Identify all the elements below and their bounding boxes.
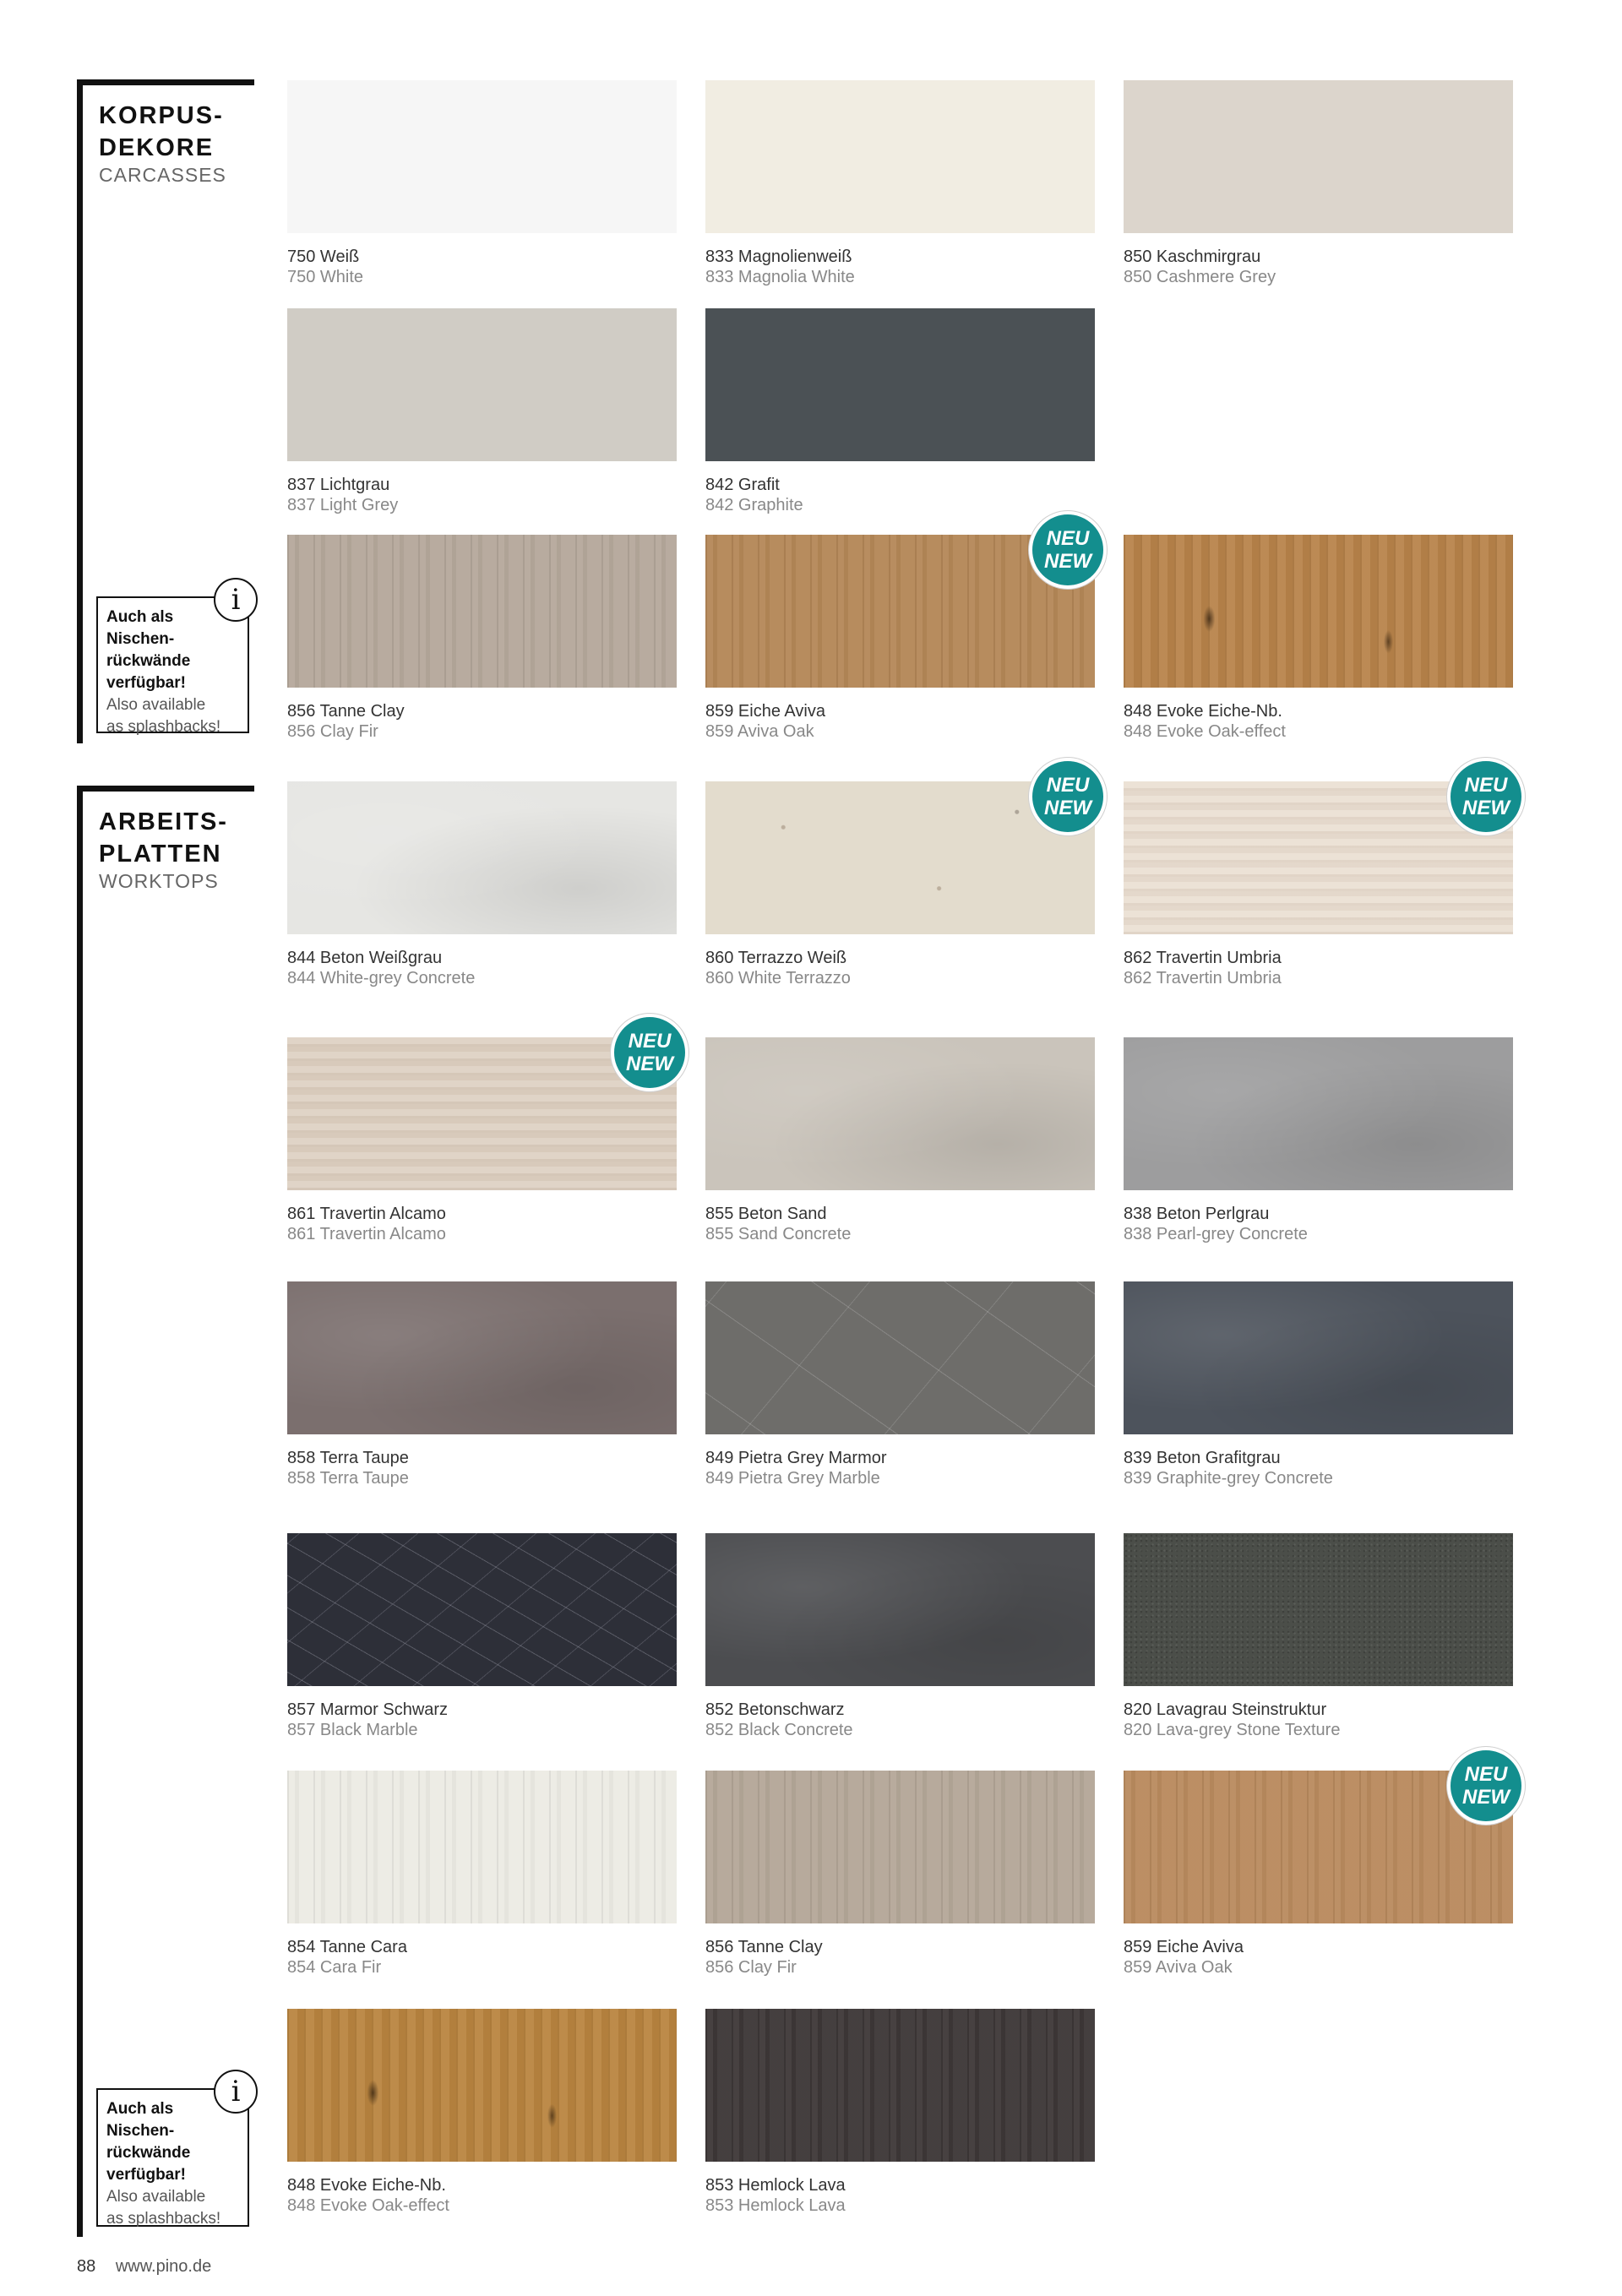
decor-name-de: 820 Lavagrau Steinstruktur <box>1124 1700 1327 1719</box>
page-footer <box>77 2257 211 2277</box>
info-text-en: Also available as splashbacks! <box>106 2188 221 2228</box>
new-badge-en: NEW <box>1044 797 1091 819</box>
decor-name-en: 856 Clay Fir <box>287 722 378 741</box>
decor-name-de: 861 Travertin Alcamo <box>287 1205 446 1223</box>
section-subtitle: WORKTOPS <box>99 870 219 892</box>
decor-sample <box>1124 1281 1513 1434</box>
decor-name-de: 838 Beton Perlgrau <box>1124 1205 1270 1223</box>
decor-swatch <box>287 1771 677 1978</box>
decor-sample <box>705 527 1095 688</box>
decor-sample <box>705 80 1095 233</box>
new-badge-de: NEU <box>628 1030 672 1053</box>
decor-name-de: 856 Tanne Clay <box>705 1938 823 1956</box>
decor-sample <box>705 1037 1095 1190</box>
decor-name-de: 862 Travertin Umbria <box>1124 949 1282 967</box>
decor-name-de: 848 Evoke Eiche-Nb. <box>287 2176 446 2195</box>
decor-sample <box>705 2009 1095 2162</box>
decor-swatch <box>287 2009 677 2216</box>
section-rule <box>77 786 254 792</box>
decor-sample <box>1124 774 1513 934</box>
decor-name-en: 858 Terra Taupe <box>287 1469 409 1488</box>
decor-name-de: 859 Eiche Aviva <box>1124 1938 1244 1956</box>
decor-name-de: 849 Pietra Grey Marmor <box>705 1449 887 1467</box>
decor-name-en: 857 Black Marble <box>287 1721 418 1739</box>
decor-name-en: 852 Black Concrete <box>705 1721 853 1739</box>
decor-sample <box>1124 1763 1513 1923</box>
decor-name-en: 839 Graphite-grey Concrete <box>1124 1469 1333 1488</box>
decor-swatch <box>1124 1533 1513 1740</box>
decor-sample <box>287 308 677 461</box>
new-badge-de: NEU <box>1046 527 1090 550</box>
decor-name-en: 837 Light Grey <box>287 496 399 514</box>
decor-name-en: 844 White-grey Concrete <box>287 969 476 987</box>
new-badge <box>1029 511 1107 589</box>
decor-sample <box>705 1281 1095 1434</box>
decor-swatch <box>287 535 677 742</box>
new-badge-en: NEW <box>626 1053 673 1075</box>
decor-sample <box>705 308 1095 461</box>
decor-name-en: 820 Lava-grey Stone Texture <box>1124 1721 1341 1739</box>
decor-sample <box>1124 1533 1513 1686</box>
decor-swatch <box>705 1533 1095 1740</box>
decor-name-de: 848 Evoke Eiche-Nb. <box>1124 702 1282 721</box>
new-badge <box>611 1014 689 1091</box>
decor-swatch <box>705 80 1095 287</box>
decor-name-en: 854 Cara Fir <box>287 1958 382 1977</box>
section-carcasses <box>77 79 254 743</box>
decor-swatch <box>705 2009 1095 2216</box>
decor-swatch <box>287 308 677 515</box>
decor-swatch <box>705 527 1095 742</box>
new-badge <box>1447 758 1525 835</box>
decor-sample <box>287 2009 677 2162</box>
decor-name-en: 862 Travertin Umbria <box>1124 969 1282 987</box>
decor-name-de: 844 Beton Weißgrau <box>287 949 443 967</box>
decor-swatch <box>705 1037 1095 1244</box>
decor-sample <box>287 1533 677 1686</box>
decor-sample <box>705 1533 1095 1686</box>
decor-name-de: 833 Magnolienweiß <box>705 248 852 266</box>
new-badge-en: NEW <box>1462 1786 1510 1809</box>
decor-name-en: 860 White Terrazzo <box>705 969 851 987</box>
decor-name-en: 750 White <box>287 268 364 286</box>
decor-name-de: 750 Weiß <box>287 248 360 266</box>
new-badge-de: NEU <box>1464 1763 1508 1786</box>
decor-sample <box>1124 1037 1513 1190</box>
decor-sample <box>287 535 677 688</box>
decor-sample <box>1124 535 1513 688</box>
decor-swatch <box>1124 1037 1513 1244</box>
decor-swatch <box>705 1281 1095 1488</box>
decor-name-de: 852 Betonschwarz <box>705 1700 845 1719</box>
decor-swatch <box>1124 1763 1513 1978</box>
decor-name-en: 833 Magnolia White <box>705 268 855 286</box>
info-text-de: Auch als Nischen- rückwände verfügbar! <box>106 2100 191 2184</box>
decor-name-en: 848 Evoke Oak-effect <box>1124 722 1286 741</box>
decor-swatch <box>705 308 1095 515</box>
website-url: www.pino.de <box>115 2257 212 2276</box>
new-badge <box>1447 1747 1525 1825</box>
decor-name-de: 856 Tanne Clay <box>287 702 405 721</box>
decor-swatch <box>1124 80 1513 287</box>
info-text-de: Auch als Nischen- rückwände verfügbar! <box>106 608 191 692</box>
decor-name-en: 849 Pietra Grey Marble <box>705 1469 880 1488</box>
decor-sample <box>287 1030 677 1190</box>
decor-swatch <box>287 1030 677 1244</box>
info-icon: i <box>214 2070 258 2114</box>
decor-name-en: 855 Sand Concrete <box>705 1225 852 1243</box>
section-bar <box>77 79 83 743</box>
page-number: 88 <box>77 2257 96 2276</box>
decor-name-en: 856 Clay Fir <box>705 1958 797 1977</box>
decor-swatch <box>287 80 677 287</box>
section-worktops <box>77 786 254 2237</box>
decor-name-de: 837 Lichtgrau <box>287 476 390 494</box>
decor-name-en: 850 Cashmere Grey <box>1124 268 1276 286</box>
decor-name-en: 859 Aviva Oak <box>1124 1958 1233 1977</box>
decor-sample <box>1124 80 1513 233</box>
decor-name-de: 842 Grafit <box>705 476 780 494</box>
section-bar <box>77 786 83 2237</box>
decor-name-de: 857 Marmor Schwarz <box>287 1700 449 1719</box>
new-badge-de: NEU <box>1046 774 1090 797</box>
decor-swatch <box>287 781 677 988</box>
decor-swatch <box>1124 535 1513 742</box>
decor-swatch <box>287 1281 677 1488</box>
info-icon: i <box>214 578 258 622</box>
decor-sample <box>287 1771 677 1923</box>
decor-name-de: 850 Kaschmirgrau <box>1124 248 1261 266</box>
section-title: KORPUS- DEKORE <box>99 102 224 161</box>
info-text-en: Also available as splashbacks! <box>106 696 221 736</box>
splashback-info-box <box>96 2075 249 2228</box>
decor-swatch <box>287 1533 677 1740</box>
new-badge-de: NEU <box>1464 774 1508 797</box>
decor-name-de: 853 Hemlock Lava <box>705 2176 846 2195</box>
decor-name-de: 858 Terra Taupe <box>287 1449 409 1467</box>
new-badge-en: NEW <box>1462 797 1510 819</box>
decor-name-de: 854 Tanne Cara <box>287 1938 407 1956</box>
decor-name-de: 859 Eiche Aviva <box>705 702 825 721</box>
decor-swatch <box>705 774 1095 988</box>
decor-name-de: 855 Beton Sand <box>705 1205 827 1223</box>
decor-swatch <box>1124 1281 1513 1488</box>
section-rule <box>77 79 254 85</box>
decor-sample <box>705 774 1095 934</box>
decor-swatch <box>705 1771 1095 1978</box>
decor-name-de: 839 Beton Grafitgrau <box>1124 1449 1281 1467</box>
decor-name-en: 848 Evoke Oak-effect <box>287 2196 449 2215</box>
decor-sample <box>287 1281 677 1434</box>
decor-name-en: 842 Graphite <box>705 496 803 514</box>
section-title: ARBEITS- PLATTEN <box>99 808 228 868</box>
decor-name-de: 860 Terrazzo Weiß <box>705 949 847 967</box>
decor-sample <box>287 80 677 233</box>
splashback-info-box <box>96 583 249 736</box>
decor-name-en: 853 Hemlock Lava <box>705 2196 846 2215</box>
new-badge-en: NEW <box>1044 550 1091 573</box>
decor-name-en: 859 Aviva Oak <box>705 722 814 741</box>
decor-swatch <box>1124 774 1513 988</box>
decor-name-en: 861 Travertin Alcamo <box>287 1225 446 1243</box>
decor-sample <box>287 781 677 934</box>
decor-sample <box>705 1771 1095 1923</box>
new-badge <box>1029 758 1107 835</box>
decor-name-en: 838 Pearl-grey Concrete <box>1124 1225 1308 1243</box>
section-subtitle: CARCASSES <box>99 164 226 186</box>
